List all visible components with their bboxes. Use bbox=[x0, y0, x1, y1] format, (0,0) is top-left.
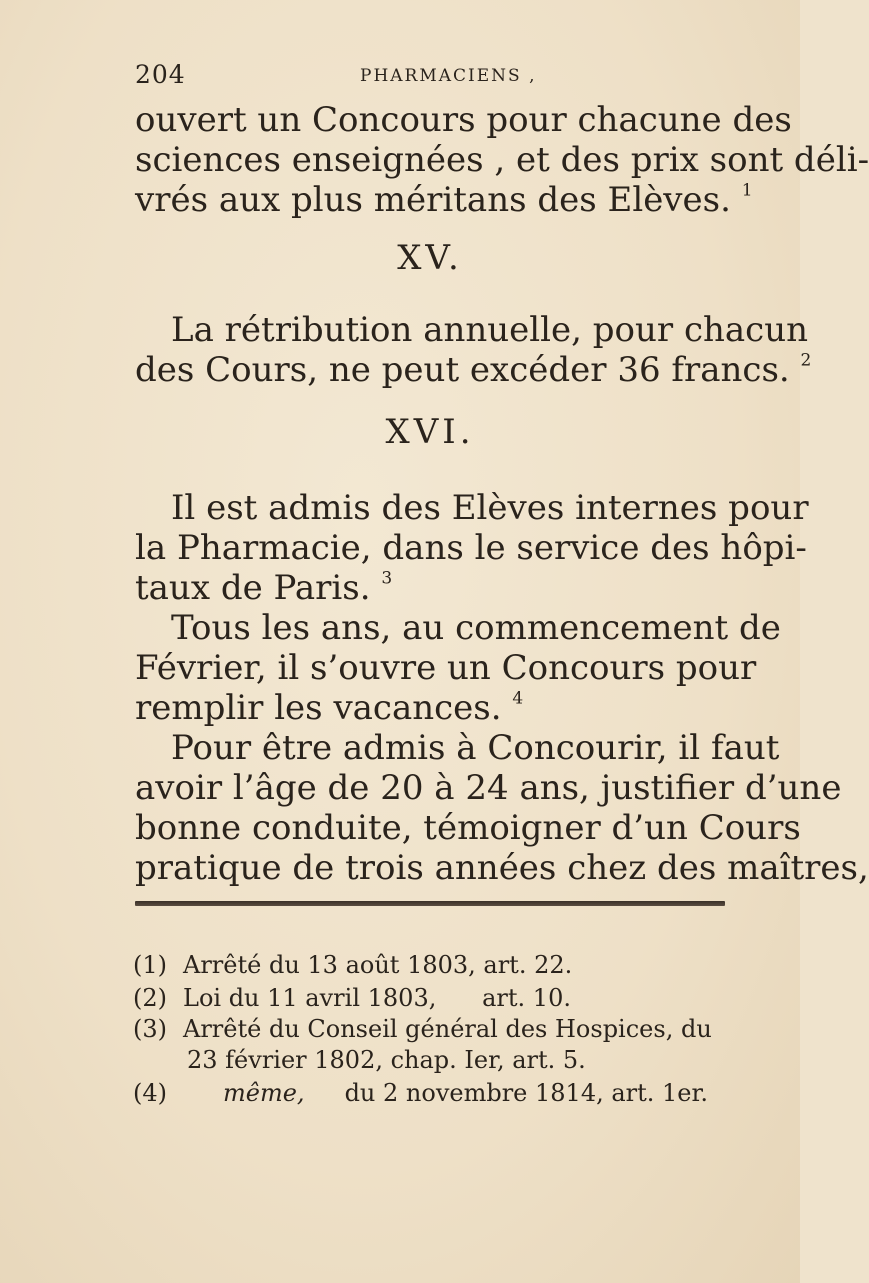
body-line: La rétribution annuelle, pour chacun bbox=[171, 310, 809, 350]
body-line: Il est admis des Elèves internes pour bbox=[171, 488, 809, 528]
footnote-ref: 1 bbox=[741, 180, 753, 201]
footnote-number: (4) bbox=[133, 1079, 167, 1107]
footnote-2 bbox=[133, 983, 728, 1013]
footnote-text: Loi du 11 avril 1803, art. 10. bbox=[183, 984, 571, 1012]
body-line: bonne conduite, témoigner d’un Cours bbox=[135, 808, 801, 848]
page-number: 204 bbox=[135, 60, 186, 89]
footnote-ref: 2 bbox=[800, 350, 812, 371]
footnote-text: Arrêté du 13 août 1803, art. 22. bbox=[183, 951, 573, 979]
body-line-text: taux de Paris. bbox=[135, 568, 371, 608]
body-line bbox=[135, 568, 725, 608]
body-line-text: remplir les vacances. bbox=[135, 688, 502, 728]
footnote-3 bbox=[133, 1014, 728, 1044]
body-line bbox=[135, 688, 725, 728]
body-line: la Pharmacie, dans le service des hôpi- bbox=[135, 528, 807, 568]
body-line-text: vrés aux plus méritans des Elèves. bbox=[135, 180, 731, 220]
footnote-ref: 4 bbox=[512, 688, 524, 709]
footnote-rule bbox=[135, 901, 725, 906]
footnote-italic-text: même, bbox=[223, 1079, 305, 1107]
body-line: ouvert un Concours pour chacune des bbox=[135, 100, 792, 140]
body-line: Février, il s’ouvre un Concours pour bbox=[135, 648, 757, 688]
footnote-text: du 2 novembre 1814, art. 1er. bbox=[344, 1079, 708, 1107]
footnote-3-continuation: 23 février 1802, chap. Ier, art. 5. bbox=[187, 1046, 586, 1074]
body-line: Pour être admis à Concourir, il faut bbox=[171, 728, 780, 768]
page-header bbox=[135, 60, 725, 94]
section-heading-xvi: XVI. bbox=[385, 412, 475, 452]
footnote-4 bbox=[133, 1078, 728, 1108]
footnote-number: (1) bbox=[133, 951, 167, 979]
footnote-1 bbox=[133, 950, 728, 980]
body-line: Tous les ans, au commencement de bbox=[171, 608, 781, 648]
body-line bbox=[135, 180, 753, 220]
body-line: pratique de trois années chez des maîtres, bbox=[135, 848, 869, 888]
section-heading-xv: XV. bbox=[397, 238, 463, 278]
footnote-number: (2) bbox=[133, 984, 167, 1012]
footnote-ref: 3 bbox=[381, 568, 393, 589]
body-line: avoir l’âge de 20 à 24 ans, justifier d’une bbox=[135, 768, 842, 808]
body-line bbox=[135, 350, 812, 390]
body-line-text: des Cours, ne peut excéder 36 francs. bbox=[135, 350, 790, 390]
footnote-text: Arrêté du Conseil général des Hospices, du bbox=[183, 1015, 712, 1043]
running-head: PHARMACIENS , bbox=[360, 66, 537, 86]
body-line: sciences enseignées , et des prix sont déli- bbox=[135, 140, 869, 180]
footnote-number: (3) bbox=[133, 1015, 167, 1043]
